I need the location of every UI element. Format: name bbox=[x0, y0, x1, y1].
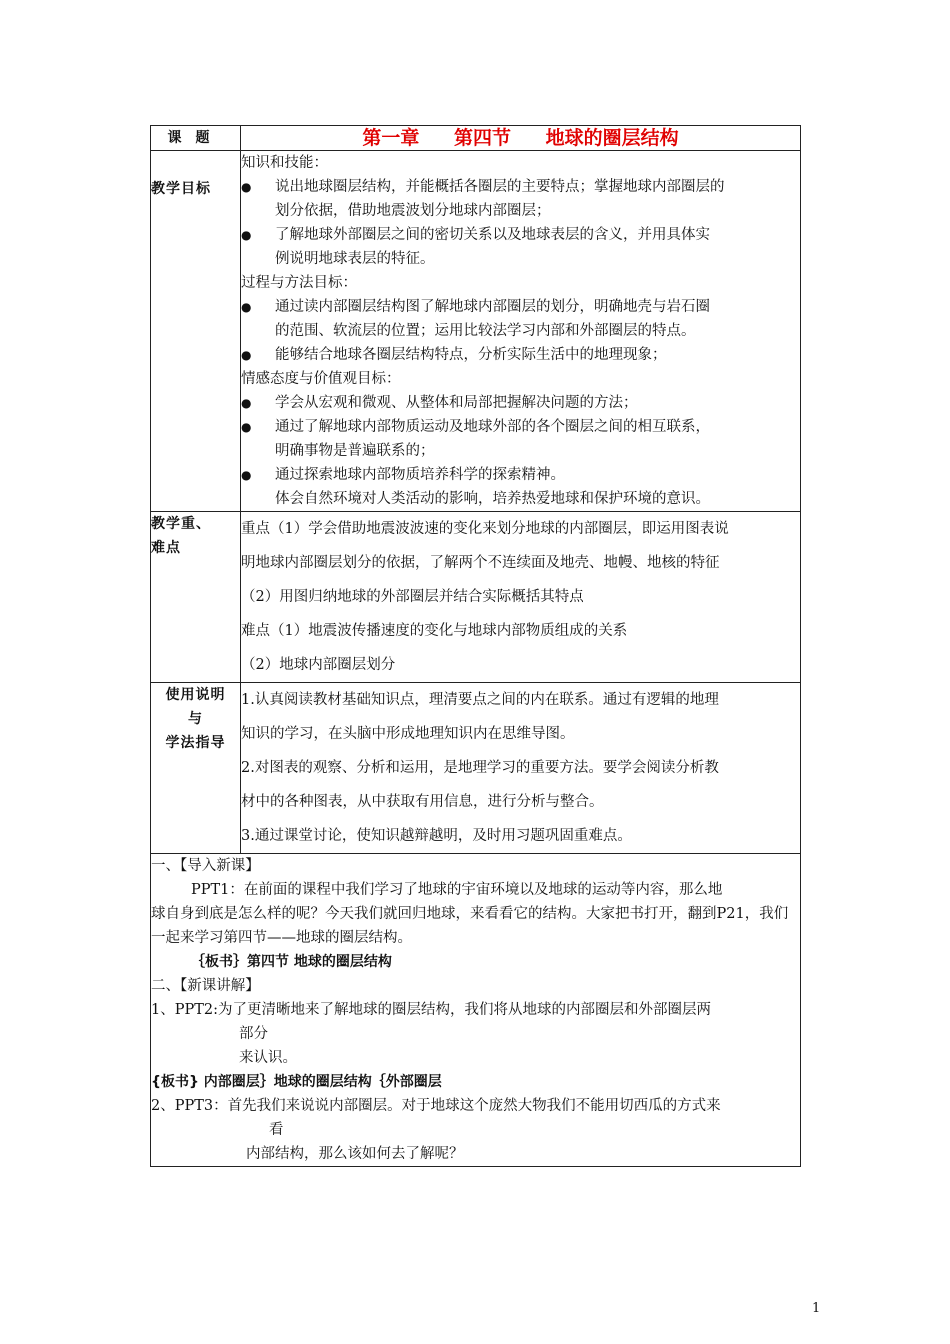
keypoints-row bbox=[151, 512, 801, 683]
bullet-icon: ● bbox=[241, 180, 252, 194]
topic-label: 课题 bbox=[151, 126, 241, 151]
guide-row bbox=[151, 683, 801, 854]
ppt1-line: PPT1：在前面的课程中我们学习了地球的宇宙环境以及地球的运动等内容，那么地 bbox=[191, 882, 723, 898]
guide-line: 材中的各种图表，从中获取有用信息，进行分析与整合。 bbox=[241, 794, 604, 810]
title-chapter: 第一章 bbox=[362, 127, 420, 149]
ppt3-line-3: 内部结构，那么该如何去了解呢？ bbox=[246, 1146, 464, 1162]
bullet-icon: ● bbox=[241, 228, 252, 242]
keypoint-line: （2）地球内部圈层划分 bbox=[241, 657, 396, 673]
objectives-label: 教学目标 bbox=[151, 151, 241, 512]
bullet-item: ● 说出地球圈层结构，并能概括各圈层的主要特点；掌握地球内部圈层的 划分依据，借助地震波划分地球内部圈层； bbox=[241, 175, 800, 223]
bullet-item: ● 通过读内部圈层结构图了解地球内部圈层的划分，明确地壳与岩石圈 的范围、软流层的位置；运用比较法学习内部和外部圈层的特点。 bbox=[241, 295, 800, 343]
keypoint-line: 难点（1）地震波传播速度的变化与地球内部物质组成的关系 bbox=[241, 623, 628, 639]
bullet-item: ● 通过了解地球内部物质运动及地球外部的各个圈层之间的相互联系， 明确事物是普遍联系的； bbox=[241, 415, 800, 463]
bullet-item: ● 学会从宏观和微观、从整体和局部把握解决问题的方法； bbox=[241, 391, 800, 415]
keypoints-label: 教学重、 难点 bbox=[151, 512, 241, 683]
title-section: 第四节 bbox=[453, 127, 511, 149]
emotion-extra: 体会自然环境对人类活动的影响，培养热爱地球和保护环境的意识。 bbox=[275, 491, 710, 507]
guide-line: 知识的学习，在头脑中形成地理知识内在思维导图。 bbox=[241, 726, 575, 742]
ppt3-line-2: 看 bbox=[269, 1122, 284, 1138]
objectives-row bbox=[151, 151, 801, 512]
process-heading: 过程与方法目标： bbox=[241, 275, 357, 291]
ppt2-line: 1、PPT2:为了更清晰地来了解地球的圈层结构，我们将从地球的内部圈层和外部圈层两 bbox=[151, 1002, 712, 1018]
lesson-plan-table bbox=[150, 125, 801, 1167]
board-note-1: ｛板书｝第四节 地球的圈层结构 bbox=[191, 954, 392, 970]
title-topic: 地球的圈层结构 bbox=[545, 127, 679, 149]
teaching-process-row bbox=[151, 854, 801, 1167]
ppt2-line-3: 来认识。 bbox=[239, 1050, 297, 1066]
objectives-content bbox=[241, 151, 801, 512]
ppt1-text: 球自身到底是怎么样的呢？今天我们就回归地球，来看看它的结构。大家把书打开，翻到P21，我们一起来学习第四节——地球的圈层结构。 bbox=[151, 906, 789, 946]
ppt3-line: 2、PPT3：首先我们来说说内部圈层。对于地球这个庞然大物我们不能用切西瓜的方式来 bbox=[151, 1098, 721, 1114]
guide-line: 3.通过课堂讨论，使知识越辩越明，及时用习题巩固重难点。 bbox=[241, 828, 632, 844]
guide-label: 使用说明 与 学法指导 bbox=[151, 683, 241, 854]
knowledge-heading: 知识和技能： bbox=[241, 155, 328, 171]
bullet-item: ● 了解地球外部圈层之间的密切关系以及地球表层的含义，并用具体实 例说明地球表层的特征。 bbox=[241, 223, 800, 271]
emotion-heading: 情感态度与价值观目标： bbox=[241, 371, 401, 387]
bullet-icon: ● bbox=[241, 420, 252, 434]
keypoints-content bbox=[241, 512, 801, 683]
keypoint-line: 明地球内部圈层划分的依据，了解两个不连续面及地壳、地幔、地核的特征 bbox=[241, 555, 720, 571]
guide-line: 1.认真阅读教材基础知识点，理清要点之间的内在联系。通过有逻辑的地理 bbox=[241, 692, 719, 708]
guide-content bbox=[241, 683, 801, 854]
new-lesson-heading: 二、【新课讲解】 bbox=[151, 978, 260, 994]
bullet-icon: ● bbox=[241, 348, 252, 362]
guide-line: 2.对图表的观察、分析和运用，是地理学习的重要方法。要学会阅读分析教 bbox=[241, 760, 719, 776]
intro-heading: 一、【导入新课】 bbox=[151, 858, 260, 874]
topic-row bbox=[151, 126, 801, 151]
keypoint-line: （2）用图归纳地球的外部圈层并结合实际概括其特点 bbox=[241, 589, 584, 605]
lesson-title bbox=[241, 126, 801, 151]
bullet-item: ● 能够结合地球各圈层结构特点，分析实际生活中的地理现象； bbox=[241, 343, 800, 367]
bullet-icon: ● bbox=[241, 396, 252, 410]
teaching-process bbox=[151, 854, 801, 1167]
bullet-icon: ● bbox=[241, 300, 252, 314]
page-number: 1 bbox=[812, 1301, 821, 1316]
board-note-2: {板书} 内部圈层｝地球的圈层结构｛外部圈层 bbox=[151, 1074, 442, 1090]
bullet-item: ● 通过探索地球内部物质培养科学的探索精神。 bbox=[241, 463, 800, 487]
bullet-icon: ● bbox=[241, 468, 252, 482]
ppt2-line-2: 部分 bbox=[239, 1026, 268, 1042]
keypoint-line: 重点（1）学会借助地震波波速的变化来划分地球的内部圈层，即运用图表说 bbox=[241, 521, 729, 537]
